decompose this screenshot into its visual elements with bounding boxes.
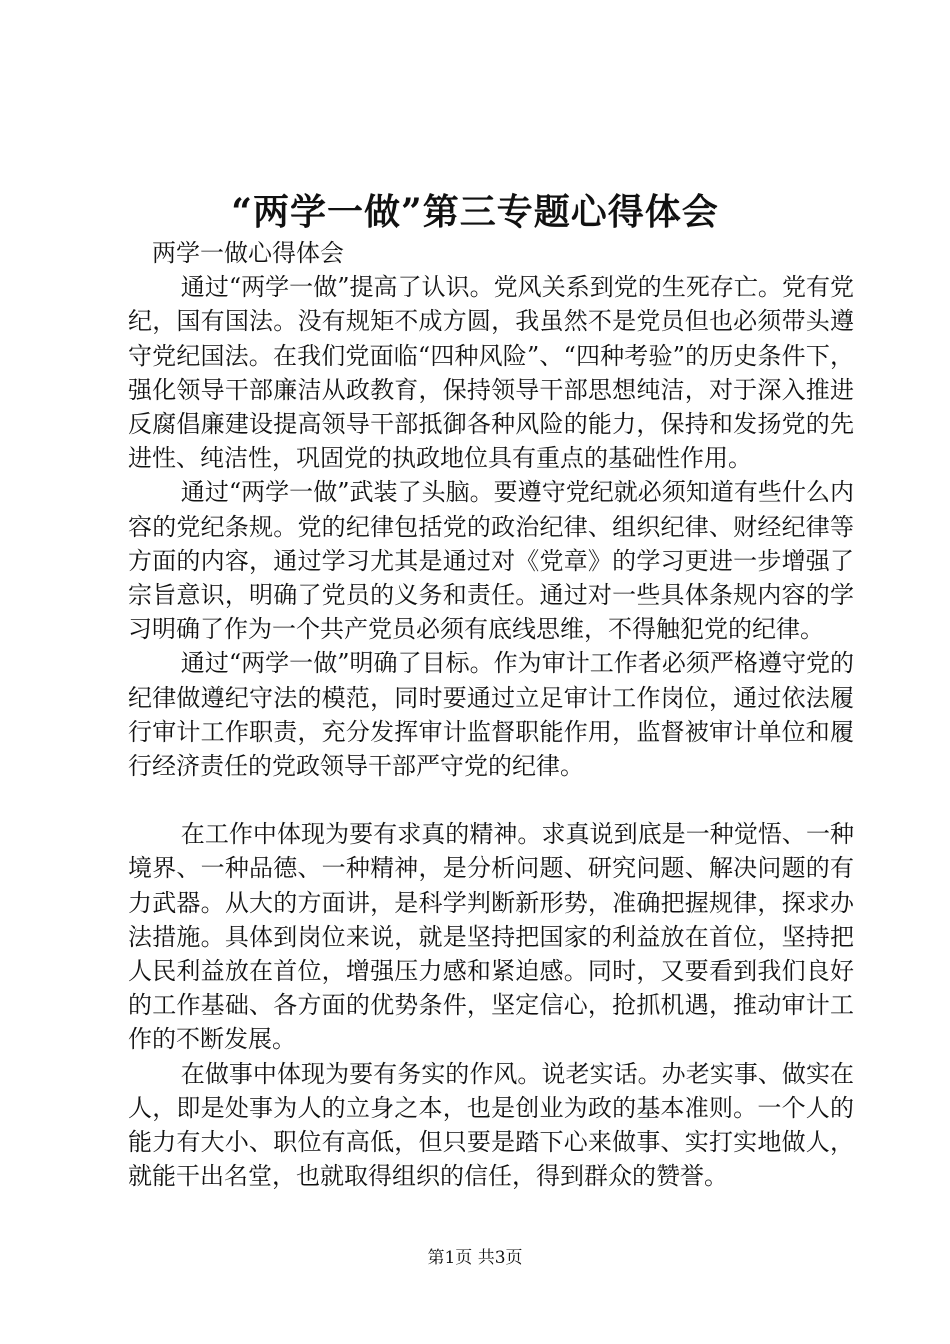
document-body	[128, 236, 854, 1193]
document-subtitle: 两学一做心得体会	[152, 239, 344, 267]
paragraph-2: 通过“两学一做”武装了头脑。要遵守党纪就必须知道有些什么内容的党纪条规。党的纪律包括党的政治纪律、组织纪律、财经纪律等方面的内容，通过学习尤其是通过对《党章》的学习更进一步增强了宗旨意识，明确了党员的义务和责任。通过对一些具体条规内容的学习明确了作为一个共产党员必须有底线思维，不得触犯党的纪律。	[128, 478, 854, 644]
paragraph-gap	[128, 783, 854, 817]
paragraph-3: 通过“两学一做”明确了目标。作为审计工作者必须严格遵守党的纪律做遵纪守法的模范，同时要通过立足审计工作岗位，通过依法履行审计工作职责，充分发挥审计监督职能作用，监督被审计单位和履行经济责任的党政领导干部严守党的纪律。	[128, 649, 854, 781]
document-title: “两学一做”第三专题心得体会	[231, 191, 719, 233]
paragraph-1: 通过“两学一做”提高了认识。党风关系到党的生死存亡。党有党纪，国有国法。没有规矩不成方圆，我虽然不是党员但也必须带头遵守党纪国法。在我们党面临“四种风险”、“四种考验”的历史条件下，强化领导干部廉洁从政教育，保持领导干部思想纯洁，对于深入推进反腐倡廉建设提高领导干部抵御各种风险的能力，保持和发扬党的先进性、纯洁性，巩固党的执政地位具有重点的基础性作用。	[128, 273, 854, 473]
paragraph-5: 在做事中体现为要有务实的作风。说老实话。办老实事、做实在人，即是处事为人的立身之本，也是创业为政的基本准则。一个人的能力有大小、职位有高低，但只要是踏下心来做事、实打实地做人，就能干出名堂，也就取得组织的信任，得到群众的赞誉。	[128, 1059, 854, 1191]
page-footer: 第1页 共3页	[427, 1248, 523, 1268]
paragraph-4: 在工作中体现为要有求真的精神。求真说到底是一种觉悟、一种境界、一种品德、一种精神，是分析问题、研究问题、解决问题的有力武器。从大的方面讲，是科学判断新形势，准确把握规律，探求办法措施。具体到岗位来说，就是坚持把国家的利益放在首位，坚持把人民利益放在首位，增强压力感和紧迫感。同时，又要看到我们良好的工作基础、各方面的优势条件，坚定信心，抢抓机遇，推动审计工作的不断发展。	[128, 820, 854, 1054]
